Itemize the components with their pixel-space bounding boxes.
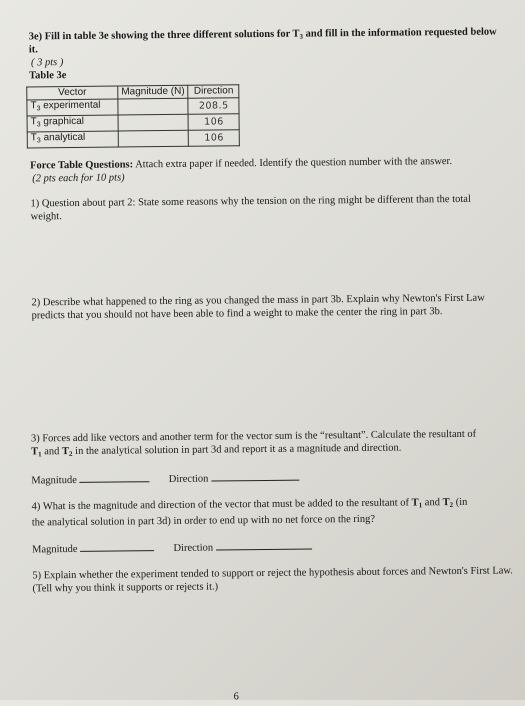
table-row bbox=[27, 130, 240, 148]
q3e-heading: 3e) Fill in table 3e showing the three different solutions for $T_3$ and fill in the information requested below bbox=[28, 26, 497, 43]
table-title: Table 3e bbox=[29, 70, 67, 82]
q3e-points: ( 3 pts ) bbox=[30, 57, 64, 69]
force-table-points: (2 pts each for 10 pts) bbox=[32, 172, 125, 185]
q4-magnitude-field[interactable] bbox=[80, 540, 154, 552]
direction-cell[interactable]: 106 bbox=[188, 114, 239, 131]
question-5: 5) Explain whether the experiment tended to support or reject the hypothesis about forces and Newton's First Law. (Tell why you think it supports or rejects it.) bbox=[32, 565, 513, 595]
magnitude-cell[interactable] bbox=[118, 98, 189, 115]
q3e-heading-line2: it. bbox=[28, 44, 38, 56]
magnitude-cell[interactable] bbox=[118, 114, 189, 131]
q3-answer-row bbox=[31, 470, 299, 488]
magnitude-label: Magnitude bbox=[31, 474, 77, 487]
header-vector: Vector bbox=[27, 86, 118, 100]
direction-label: Direction bbox=[168, 473, 209, 485]
q3-direction-field[interactable] bbox=[211, 470, 299, 482]
row-vector-label: $T_3$ experimental bbox=[27, 99, 118, 116]
vector-table bbox=[26, 84, 240, 148]
row-vector-label: $T_3$ analytical bbox=[27, 131, 118, 148]
question-2: 2) Describe what happened to the ring as you changed the mass in part 3b. Explain why Newton's First Law predicts that you should not have been able to find a weight to make the center the ring in part 3b. bbox=[31, 292, 485, 322]
question-4: 4) What is the magnitude and direction of the vector that must be added to the resultant of $T_1$ and $T_2$ (in the analytical solution in part 3d) in order to end up with no net force on the ring? bbox=[31, 496, 468, 529]
force-table-heading: Force Table Questions: Attach extra paper if needed. Identify the question number with the answer. bbox=[30, 156, 453, 172]
q4-direction-field[interactable] bbox=[216, 538, 312, 550]
header-magnitude: Magnitude (N) bbox=[118, 85, 188, 99]
direction-cell[interactable]: 208.5 bbox=[188, 98, 239, 115]
question-1: 1) Question about part 2: State some reasons why the tension on the ring might be different than the total weight. bbox=[30, 193, 471, 223]
question-3: 3) Forces add like vectors and another term for the vector sum is the “resultant”. Calculate the resultant of $T_1$ and $T_2$ in the analytical solution in part 3d and report it as a magnitude and direction. bbox=[30, 428, 477, 459]
q3-magnitude-field[interactable] bbox=[79, 471, 149, 483]
row-vector-label: $T_3$ graphical bbox=[27, 115, 118, 132]
direction-label: Direction bbox=[173, 542, 214, 554]
direction-cell[interactable]: 106 bbox=[189, 130, 240, 147]
page-number: 6 bbox=[233, 691, 239, 703]
magnitude-label: Magnitude bbox=[32, 543, 78, 556]
magnitude-cell[interactable] bbox=[118, 130, 189, 147]
header-direction: Direction bbox=[188, 85, 239, 99]
q4-answer-row bbox=[32, 538, 312, 556]
